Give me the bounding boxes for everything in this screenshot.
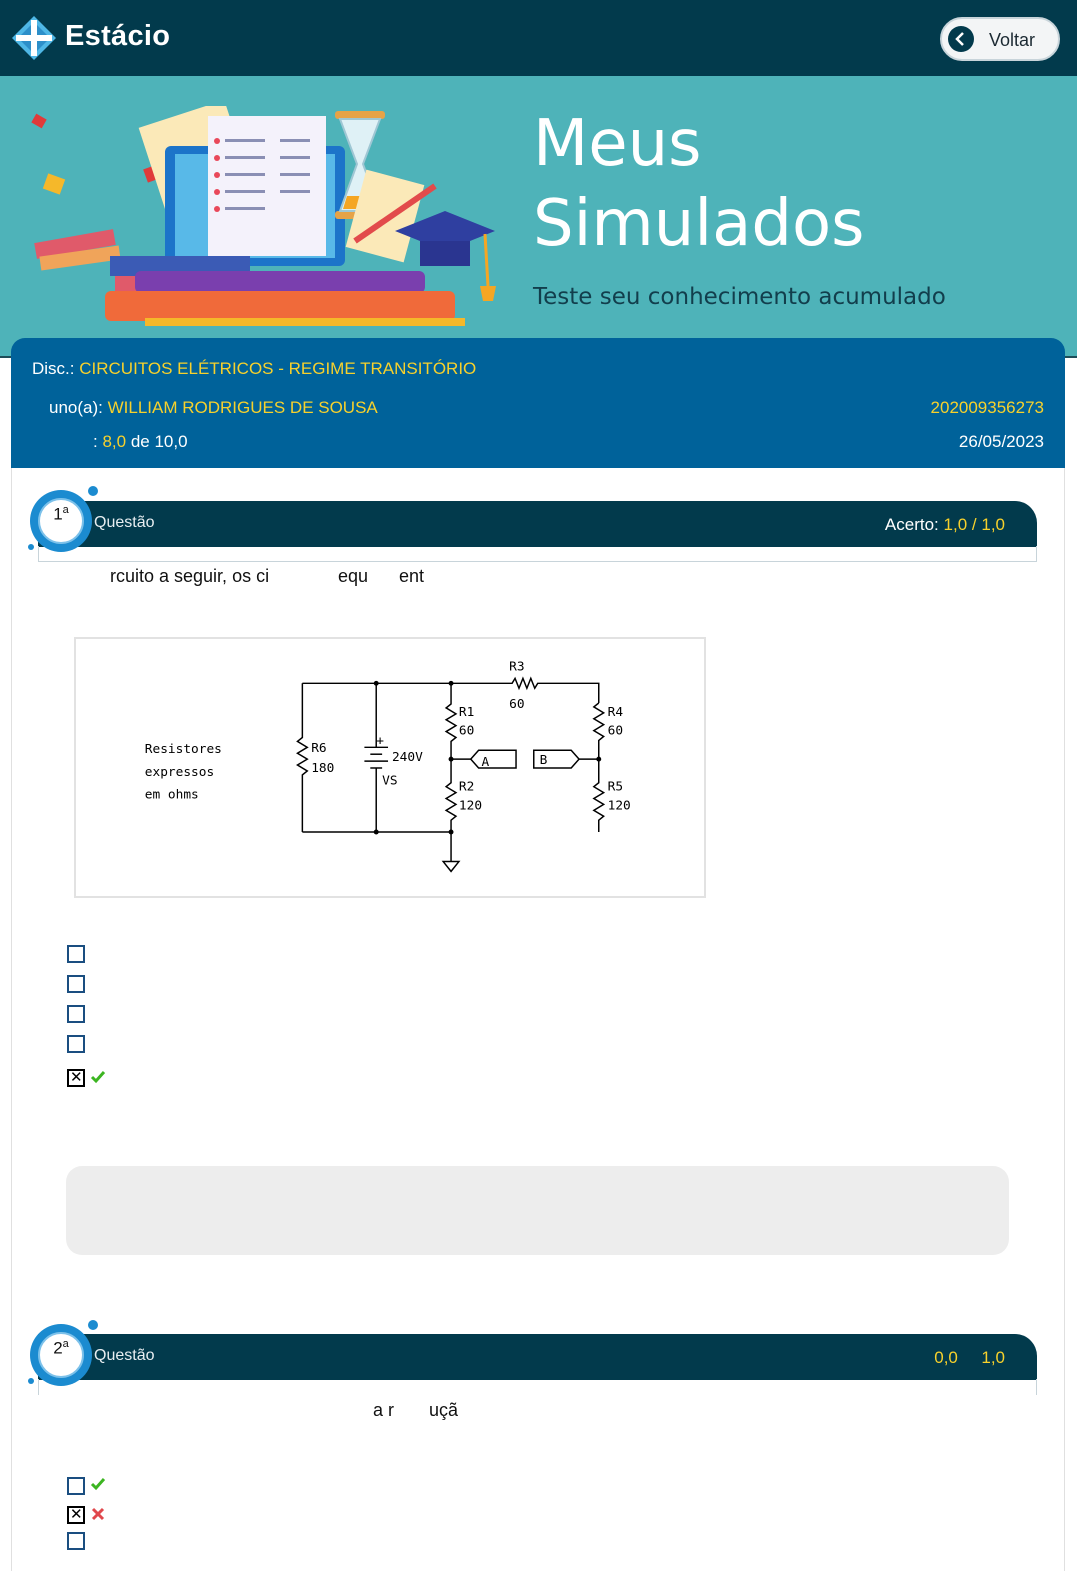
page-subtitle: Teste seu conhecimento acumulado xyxy=(533,284,946,310)
badge-dot xyxy=(88,486,98,496)
score-value: 8,0 xyxy=(102,432,127,451)
r5-name: R5 xyxy=(607,779,624,795)
circuit-note-2: expressos xyxy=(144,764,215,780)
score-prefix: : xyxy=(93,432,98,451)
r1-value: 60 xyxy=(458,723,475,739)
r1-name: R1 xyxy=(458,704,475,720)
discipline-row xyxy=(32,359,476,379)
question-2-score xyxy=(934,1348,1005,1368)
student-id: 202009356273 xyxy=(930,398,1044,417)
question-1-header xyxy=(38,501,1037,547)
question-2-text-b: uçã xyxy=(429,1400,459,1420)
student-row xyxy=(49,398,378,418)
score-row xyxy=(93,432,188,452)
study-illustration-icon xyxy=(25,106,525,356)
question-1-score-label: Acerto: xyxy=(884,515,939,534)
question-2-text-a: a r xyxy=(373,1400,395,1420)
question-2-label: Questão xyxy=(94,1347,155,1364)
question-2-score-value: 0,0 xyxy=(934,1348,958,1367)
question-1-number xyxy=(30,504,92,525)
r3-value: 60 xyxy=(509,696,525,712)
exam-info-card xyxy=(11,338,1065,468)
question-2-number xyxy=(30,1338,92,1359)
q2-option-2-checkbox[interactable] xyxy=(67,1506,85,1524)
x-mark-icon: ✕ xyxy=(70,1506,83,1523)
correct-icon xyxy=(90,1476,106,1492)
circuit-diagram xyxy=(74,637,706,898)
r2-name: R2 xyxy=(458,779,475,795)
q2-option-3-checkbox[interactable] xyxy=(67,1532,85,1550)
r4-value: 60 xyxy=(607,723,624,739)
hero-banner xyxy=(0,76,1077,358)
student-name: WILLIAM RODRIGUES DE SOUSA xyxy=(107,398,378,417)
source-name: VS xyxy=(382,773,398,789)
page-title-line2: Simulados xyxy=(533,187,865,261)
q2-option-1-checkbox[interactable] xyxy=(67,1477,85,1495)
question-1-text-a: rcuito a seguir, os ci xyxy=(110,566,270,586)
r6-name: R6 xyxy=(311,741,327,757)
x-mark-icon: ✕ xyxy=(70,1069,83,1086)
q1-option-2-checkbox[interactable] xyxy=(67,975,85,993)
badge-dot xyxy=(88,1320,98,1330)
top-bar xyxy=(0,0,1077,76)
circuit-note-1: Resistores xyxy=(144,742,222,758)
question-1-badge xyxy=(30,490,92,552)
question-1-header-bottom xyxy=(38,546,1037,562)
question-2-badge xyxy=(30,1324,92,1386)
question-1-text-b: equ xyxy=(338,566,369,586)
question-1-score-max: 1,0 xyxy=(981,515,1005,534)
question-2-ordinal: a xyxy=(62,1338,69,1350)
node-a-label: A xyxy=(481,755,490,771)
question-2-header xyxy=(38,1334,1037,1380)
r4-name: R4 xyxy=(607,704,624,720)
node-b-label: B xyxy=(539,753,548,769)
student-label: uno(a): xyxy=(49,398,103,417)
discipline-label: Disc.: xyxy=(32,359,75,378)
r5-value: 120 xyxy=(607,798,631,814)
question-1-num: 1 xyxy=(53,504,63,524)
question-2-header-bottom xyxy=(38,1379,1037,1395)
q1-option-5-checkbox[interactable] xyxy=(67,1069,85,1087)
source-plus: + xyxy=(376,733,384,749)
question-1-score xyxy=(885,515,1005,535)
score-suffix: de 10,0 xyxy=(130,432,188,451)
q1-option-3-checkbox[interactable] xyxy=(67,1005,85,1023)
badge-dot xyxy=(28,544,34,550)
source-value: 240V xyxy=(391,750,423,766)
content-area xyxy=(11,468,1065,1571)
q1-option-4-checkbox[interactable] xyxy=(67,1035,85,1053)
correct-icon xyxy=(90,1069,106,1085)
back-button[interactable] xyxy=(940,17,1060,61)
chevron-left-icon xyxy=(948,26,974,52)
r3-name: R3 xyxy=(509,659,525,675)
r6-value: 180 xyxy=(311,760,335,776)
explanation-box xyxy=(66,1166,1009,1255)
q1-option-1-checkbox[interactable] xyxy=(67,945,85,963)
r2-value: 120 xyxy=(458,798,483,814)
circuit-note-3: em ohms xyxy=(144,787,199,803)
page-title-line1: Meus xyxy=(533,107,702,181)
discipline-value: CIRCUITOS ELÉTRICOS - REGIME TRANSITÓRIO xyxy=(79,359,477,378)
estacio-logo-icon xyxy=(10,14,58,62)
question-1-score-value: 1,0 xyxy=(943,515,968,534)
wrong-icon xyxy=(90,1506,106,1522)
badge-dot xyxy=(28,1378,34,1384)
question-1-score-sep: / xyxy=(971,515,977,534)
question-2-num: 2 xyxy=(53,1338,63,1358)
exam-date: 26/05/2023 xyxy=(958,432,1044,451)
question-2-score-max: 1,0 xyxy=(981,1348,1005,1367)
question-1-ordinal: a xyxy=(62,504,69,516)
page-title xyxy=(533,104,864,264)
question-1-text-c: ent xyxy=(399,566,425,586)
question-1-label: Questão xyxy=(94,514,155,531)
brand-name: Estácio xyxy=(65,20,171,52)
back-button-label: Voltar xyxy=(989,30,1036,50)
